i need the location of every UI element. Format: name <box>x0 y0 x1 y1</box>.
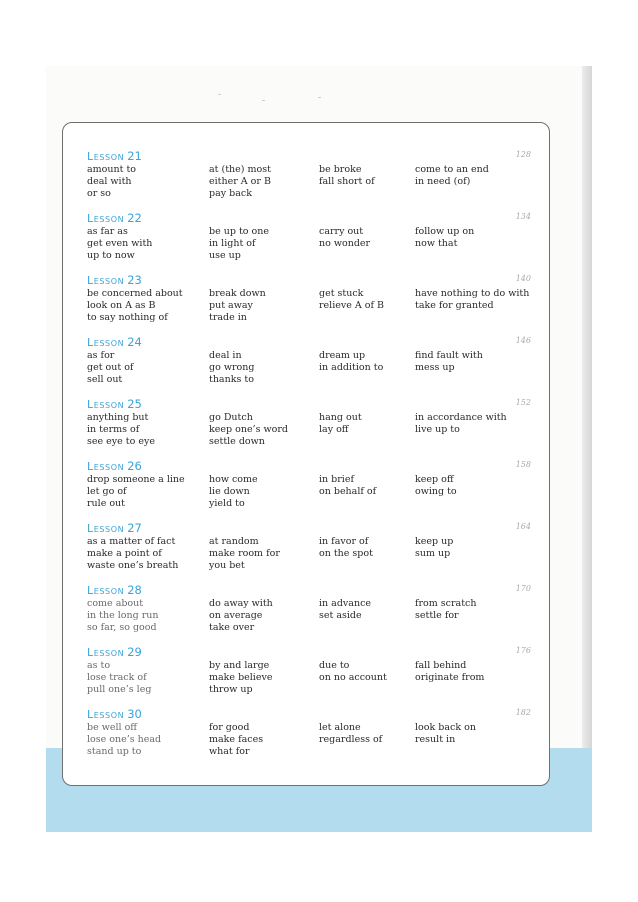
phrase: get even with <box>87 238 153 249</box>
phrase: go wrong <box>209 362 255 373</box>
phrase: make a point of <box>87 548 162 559</box>
phrase: make believe <box>209 672 273 683</box>
lesson-number: 25 <box>127 397 142 411</box>
phrase-columns <box>87 288 531 326</box>
phrase: thanks to <box>209 374 254 385</box>
lesson-page-number: 128 <box>515 150 531 159</box>
lesson-page-number: 152 <box>515 398 531 407</box>
lesson-block <box>87 459 531 512</box>
lesson-block <box>87 211 531 264</box>
phrase: no wonder <box>319 238 371 249</box>
phrase-column-3 <box>319 164 375 188</box>
phrase: settle down <box>209 436 265 447</box>
phrase: carry out <box>319 226 364 237</box>
phrase-column-1 <box>87 350 133 386</box>
phrase-column-4 <box>415 164 489 188</box>
phrase-column-4 <box>415 722 476 746</box>
phrase-column-2 <box>209 598 273 634</box>
phrase: be broke <box>319 164 362 175</box>
lesson-header <box>87 397 531 411</box>
phrase: get stuck <box>319 288 364 299</box>
lesson-header <box>87 521 531 535</box>
phrase: in light of <box>209 238 256 249</box>
phrase-column-1 <box>87 164 136 200</box>
phrase-column-1 <box>87 660 151 696</box>
lesson-block <box>87 397 531 450</box>
phrase-column-3 <box>319 288 384 312</box>
phrase: throw up <box>209 684 253 695</box>
phrase: on the spot <box>319 548 373 559</box>
phrase: pull one’s leg <box>87 684 152 695</box>
lesson-block <box>87 521 531 574</box>
phrase: lose track of <box>87 672 147 683</box>
lesson-header <box>87 459 531 473</box>
lesson-header <box>87 583 531 597</box>
phrase: go Dutch <box>209 412 253 423</box>
phrase-column-2 <box>209 164 271 200</box>
phrase: pay back <box>209 188 252 199</box>
phrase: relieve A of B <box>319 300 384 311</box>
phrase: be well off <box>87 722 138 733</box>
phrase-column-3 <box>319 412 362 436</box>
phrase: do away with <box>209 598 273 609</box>
phrase: in advance <box>319 598 372 609</box>
lesson-page-number: 170 <box>515 584 531 593</box>
phrase: use up <box>209 250 241 261</box>
phrase: for good <box>209 722 250 733</box>
phrase: find fault with <box>415 350 483 361</box>
phrase: how come <box>209 474 258 485</box>
lesson-header <box>87 273 531 287</box>
phrase-column-4 <box>415 660 484 684</box>
lesson-title: Lesson 30 <box>87 707 142 721</box>
lesson-title: Lesson 23 <box>87 273 142 287</box>
phrase-column-3 <box>319 474 376 498</box>
phrase-column-3 <box>319 226 370 250</box>
phrase-columns <box>87 598 531 636</box>
lesson-list-card <box>62 122 550 786</box>
lesson-number: 24 <box>127 335 142 349</box>
phrase-column-3 <box>319 598 371 622</box>
phrase-column-1 <box>87 722 161 758</box>
lesson-number: 27 <box>127 521 142 535</box>
phrase: lie down <box>209 486 250 497</box>
phrase: on no account <box>319 672 387 683</box>
phrase: stand up to <box>87 746 142 757</box>
phrase: due to <box>319 660 350 671</box>
scan-speck <box>262 100 265 101</box>
phrase-column-2 <box>209 474 258 510</box>
phrase: make room for <box>209 548 280 559</box>
phrase: sell out <box>87 374 123 385</box>
lesson-block <box>87 335 531 388</box>
phrase: by and large <box>209 660 270 671</box>
phrase: at (the) most <box>209 164 271 175</box>
phrase-columns <box>87 660 531 698</box>
phrase: mess up <box>415 362 455 373</box>
phrase: either A or B <box>209 176 271 187</box>
phrase: owing to <box>415 486 457 497</box>
lesson-header <box>87 211 531 225</box>
phrase-column-1 <box>87 412 155 448</box>
phrase-columns <box>87 536 531 574</box>
phrase-column-2 <box>209 226 269 262</box>
phrase: or so <box>87 188 111 199</box>
phrase-column-3 <box>319 660 387 684</box>
phrase: lose one’s head <box>87 734 162 745</box>
phrase: deal with <box>87 176 132 187</box>
phrase-column-4 <box>415 474 457 498</box>
phrase-column-2 <box>209 722 263 758</box>
phrase-columns <box>87 164 531 202</box>
phrase: break down <box>209 288 266 299</box>
phrase: fall short of <box>319 176 375 187</box>
phrase-column-4 <box>415 350 483 374</box>
phrase-columns <box>87 412 531 450</box>
phrase: as a matter of fact <box>87 536 176 547</box>
phrase: as for <box>87 350 115 361</box>
phrase: come to an end <box>415 164 489 175</box>
phrase-columns <box>87 722 531 760</box>
lesson-title: Lesson 21 <box>87 149 142 163</box>
phrase: up to now <box>87 250 135 261</box>
phrase: have nothing to do with <box>415 288 530 299</box>
phrase: on average <box>209 610 263 621</box>
phrase: anything but <box>87 412 149 423</box>
phrase-column-1 <box>87 598 159 634</box>
phrase: so far, so good <box>87 622 157 633</box>
lesson-header <box>87 645 531 659</box>
phrase: follow up on <box>415 226 475 237</box>
phrase: you bet <box>209 560 245 571</box>
scan-speck <box>218 94 221 95</box>
phrase-column-2 <box>209 536 280 572</box>
lesson-page-number: 146 <box>515 336 531 345</box>
lesson-header <box>87 335 531 349</box>
phrase: lay off <box>319 424 349 435</box>
lesson-block <box>87 149 531 202</box>
phrase: deal in <box>209 350 242 361</box>
lesson-header <box>87 149 531 163</box>
phrase-column-3 <box>319 536 373 560</box>
lesson-number: 22 <box>127 211 142 225</box>
lesson-title: Lesson 24 <box>87 335 142 349</box>
phrase: get out of <box>87 362 134 373</box>
phrase: look back on <box>415 722 476 733</box>
phrase: take over <box>209 622 255 633</box>
lesson-number: 23 <box>127 273 142 287</box>
lesson-page-number: 176 <box>515 646 531 655</box>
phrase: originate from <box>415 672 485 683</box>
phrase-column-4 <box>415 598 476 622</box>
phrase: now that <box>415 238 458 249</box>
phrase-column-2 <box>209 660 272 696</box>
phrase: drop someone a line <box>87 474 185 485</box>
phrase: keep up <box>415 536 454 547</box>
lesson-title: Lesson 27 <box>87 521 142 535</box>
phrase: in accordance with <box>415 412 507 423</box>
lesson-page-number: 182 <box>515 708 531 717</box>
lesson-block <box>87 583 531 636</box>
lesson-title: Lesson 22 <box>87 211 142 225</box>
phrase-column-1 <box>87 226 152 262</box>
phrase: trade in <box>209 312 247 323</box>
phrase: sum up <box>415 548 451 559</box>
scan-speck <box>318 97 321 98</box>
phrase: be up to one <box>209 226 269 237</box>
lesson-number: 30 <box>127 707 142 721</box>
lesson-number: 29 <box>127 645 142 659</box>
phrase-column-1 <box>87 288 183 324</box>
phrase-column-3 <box>319 722 382 746</box>
phrase: yield to <box>209 498 245 509</box>
phrase: in brief <box>319 474 354 485</box>
lesson-number: 21 <box>127 149 142 163</box>
page-edge <box>582 66 592 832</box>
phrase-column-4 <box>415 536 453 560</box>
phrase: keep off <box>415 474 454 485</box>
phrase: make faces <box>209 734 264 745</box>
lesson-title: Lesson 25 <box>87 397 142 411</box>
phrase-column-2 <box>209 288 266 324</box>
phrase: rule out <box>87 498 125 509</box>
phrase: in addition to <box>319 362 384 373</box>
phrase: in the long run <box>87 610 159 621</box>
phrase: to say nothing of <box>87 312 168 323</box>
phrase: waste one’s breath <box>87 560 179 571</box>
phrase-column-2 <box>209 350 254 386</box>
lesson-block <box>87 707 531 760</box>
phrase: in terms of <box>87 424 140 435</box>
phrase: on behalf of <box>319 486 377 497</box>
phrase-column-3 <box>319 350 383 374</box>
phrase: live up to <box>415 424 460 435</box>
phrase: settle for <box>415 610 459 621</box>
lesson-title: Lesson 26 <box>87 459 142 473</box>
phrase: put away <box>209 300 253 311</box>
lesson-page-number: 164 <box>515 522 531 531</box>
phrase-column-4 <box>415 288 529 312</box>
lesson-block <box>87 273 531 326</box>
phrase: as to <box>87 660 111 671</box>
lesson-title: Lesson 29 <box>87 645 142 659</box>
lesson-header <box>87 707 531 721</box>
phrase: fall behind <box>415 660 467 671</box>
phrase: amount to <box>87 164 137 175</box>
phrase: see eye to eye <box>87 436 155 447</box>
phrase-columns <box>87 226 531 264</box>
phrase: set aside <box>319 610 362 621</box>
phrase-column-2 <box>209 412 288 448</box>
phrase: as far as <box>87 226 128 237</box>
phrase: take for granted <box>415 300 494 311</box>
phrase: in favor of <box>319 536 369 547</box>
phrase-columns <box>87 474 531 512</box>
lesson-number: 28 <box>127 583 142 597</box>
lesson-page-number: 158 <box>515 460 531 469</box>
phrase: regardless of <box>319 734 383 745</box>
lesson-page-number: 134 <box>515 212 531 221</box>
phrase: be concerned about <box>87 288 183 299</box>
phrase-column-4 <box>415 412 507 436</box>
phrase-column-1 <box>87 536 178 572</box>
phrase: let go of <box>87 486 127 497</box>
lesson-block <box>87 645 531 698</box>
phrase: at random <box>209 536 259 547</box>
lesson-title: Lesson 28 <box>87 583 142 597</box>
phrase: in need (of) <box>415 176 471 187</box>
phrase-column-1 <box>87 474 185 510</box>
phrase: let alone <box>319 722 361 733</box>
phrase: look on A as B <box>87 300 156 311</box>
lesson-page-number: 140 <box>515 274 531 283</box>
phrase: come about <box>87 598 144 609</box>
phrase: what for <box>209 746 250 757</box>
phrase: hang out <box>319 412 362 423</box>
phrase: result in <box>415 734 456 745</box>
lesson-number: 26 <box>127 459 142 473</box>
phrase: from scratch <box>415 598 477 609</box>
phrase-column-4 <box>415 226 474 250</box>
phrase-columns <box>87 350 531 388</box>
phrase: keep one’s word <box>209 424 288 435</box>
phrase: dream up <box>319 350 366 361</box>
